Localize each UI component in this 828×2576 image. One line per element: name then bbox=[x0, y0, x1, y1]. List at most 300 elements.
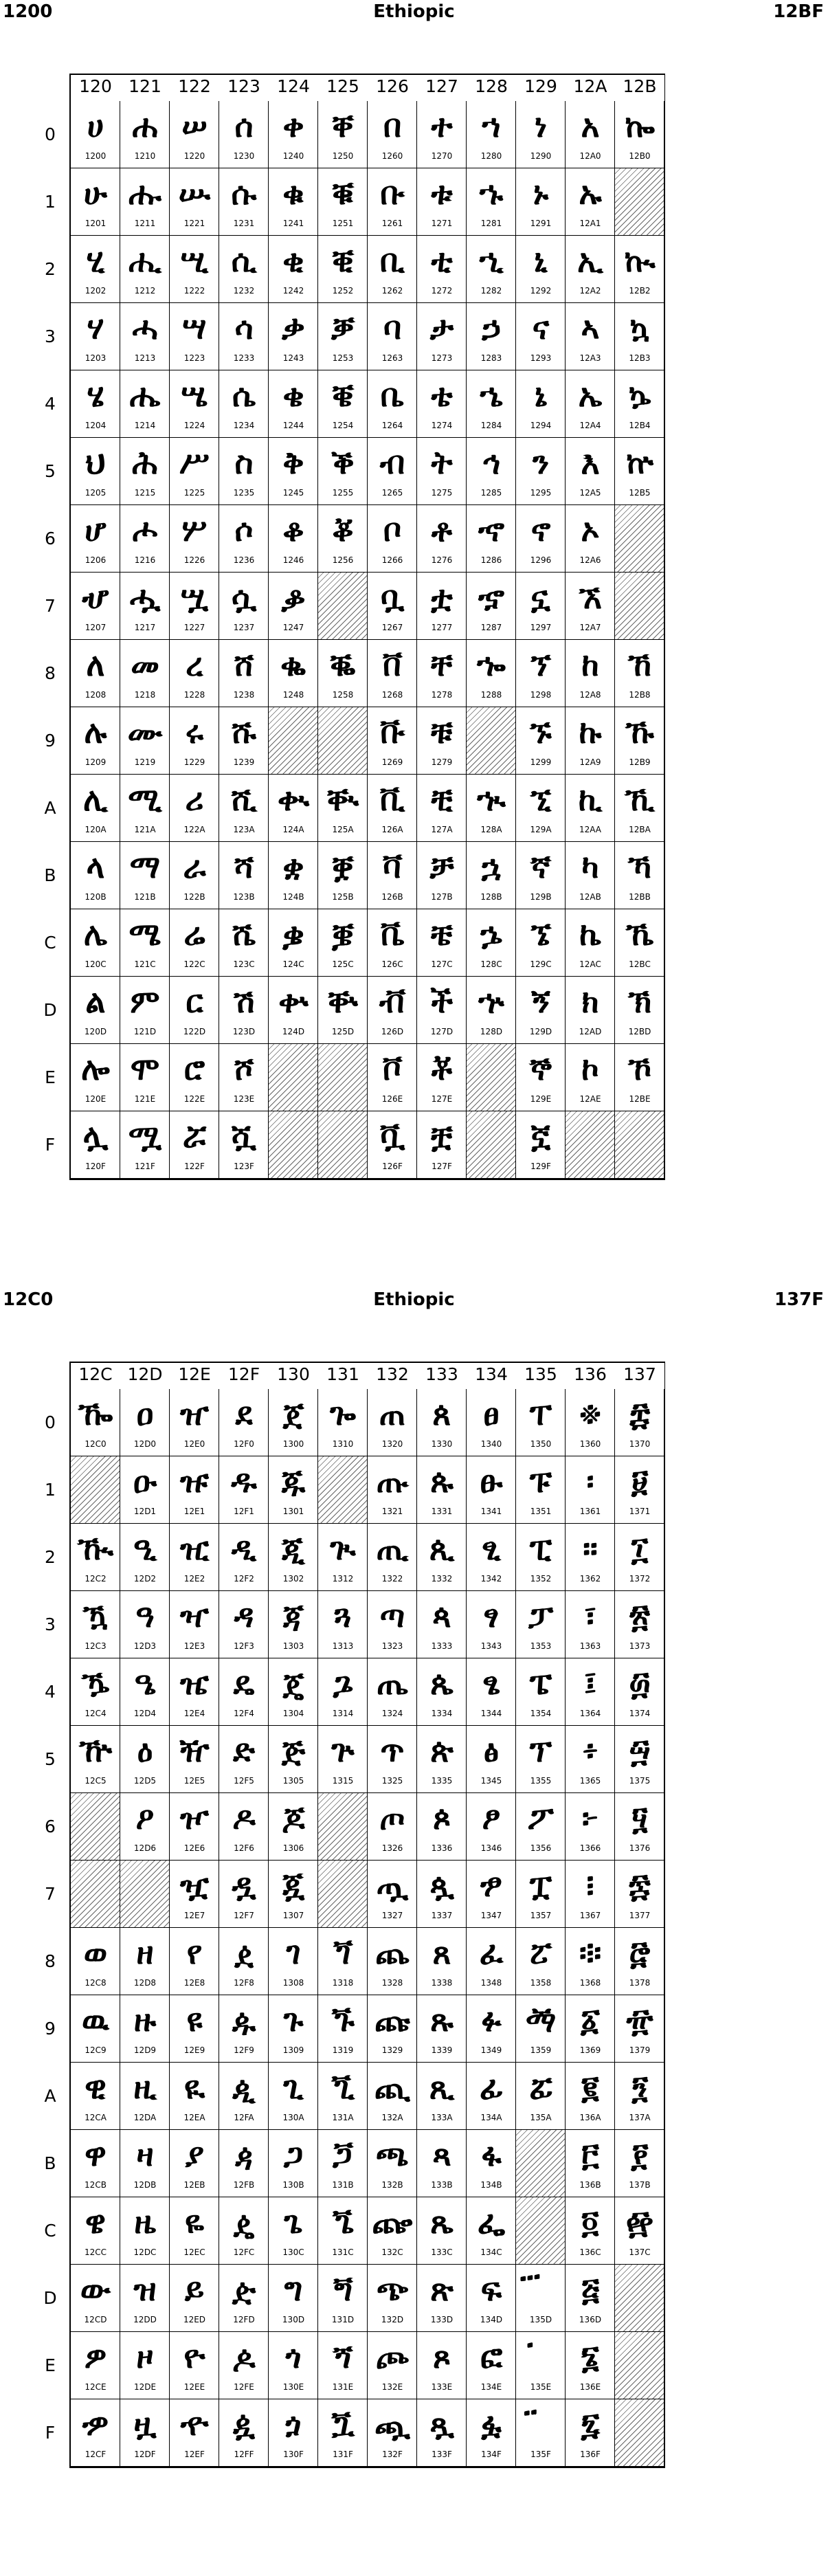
glyph: ጅ bbox=[281, 1732, 306, 1769]
glyph: ሱ bbox=[231, 175, 257, 212]
glyph: ና bbox=[532, 309, 550, 346]
row-header: 2 bbox=[45, 1547, 56, 1567]
glyph-cell-1337 bbox=[417, 1861, 467, 1928]
glyph: ሟ bbox=[128, 1118, 162, 1155]
row-header: B bbox=[44, 2153, 56, 2173]
glyph: ፠ bbox=[579, 1395, 601, 1432]
glyph-cell-1338 bbox=[417, 1928, 467, 1995]
glyph-cell-1239 bbox=[219, 707, 269, 775]
glyph: ቩ bbox=[379, 713, 405, 751]
glyph-cell-1349 bbox=[467, 1995, 516, 2063]
codepoint-label: 12D6 bbox=[133, 1843, 157, 1853]
row-header: 6 bbox=[45, 529, 56, 548]
codepoint-label: 1220 bbox=[183, 151, 205, 161]
codepoint-label: 1265 bbox=[381, 488, 403, 498]
codepoint-label: 121F bbox=[135, 1162, 155, 1171]
glyph: ጕ bbox=[331, 1732, 355, 1769]
glyph-cell-1209 bbox=[71, 707, 120, 775]
glyph-cell-12F6 bbox=[219, 1793, 269, 1861]
glyph: ዓ bbox=[135, 1597, 155, 1634]
codepoint-label: 12E6 bbox=[183, 1843, 205, 1853]
code-chart-block-12C0 bbox=[0, 1288, 828, 2576]
codepoint-label: 1330 bbox=[431, 1439, 453, 1449]
glyph: ዄ bbox=[81, 1665, 110, 1702]
codepoint-label: 136D bbox=[579, 2315, 602, 2324]
codepoint-label: 1299 bbox=[530, 757, 552, 767]
glyph-cell-1213 bbox=[120, 303, 170, 370]
glyph: ዑ bbox=[133, 1463, 157, 1500]
glyph-cell-123D bbox=[219, 977, 269, 1044]
glyph-cell-134D bbox=[467, 2265, 516, 2332]
glyph: መ bbox=[131, 646, 159, 683]
glyph: ጇ bbox=[282, 1867, 305, 1904]
glyph: ዳ bbox=[234, 1597, 254, 1634]
codepoint-label: 12E1 bbox=[183, 1507, 205, 1516]
glyph: ሠ bbox=[181, 107, 208, 144]
glyph: ቬ bbox=[380, 915, 405, 953]
glyph-cell-1260 bbox=[368, 101, 417, 168]
codepoint-label: 1366 bbox=[579, 1843, 601, 1853]
unassigned-cell bbox=[467, 1111, 516, 1179]
glyph-cell-1366 bbox=[566, 1793, 615, 1861]
codepoint-label: 12CD bbox=[84, 2315, 107, 2324]
unassigned-cell bbox=[516, 2130, 566, 2197]
glyph-cell-122D bbox=[170, 977, 219, 1044]
glyph-cell-1224 bbox=[170, 370, 219, 438]
glyph-cell-1326 bbox=[368, 1793, 417, 1861]
glyph-cell-127C bbox=[417, 909, 467, 977]
glyph: ጟ bbox=[331, 2406, 355, 2443]
glyph: ሹ bbox=[232, 713, 256, 751]
codepoint-label: 1269 bbox=[381, 757, 403, 767]
codepoint-label: 1378 bbox=[629, 1978, 651, 1988]
glyph-cell-1306 bbox=[269, 1793, 318, 1861]
glyph: ዜ bbox=[134, 2203, 156, 2241]
glyph-cell-1252 bbox=[318, 236, 368, 303]
codepoint-label: 1264 bbox=[381, 421, 403, 430]
glyph-cell-120C bbox=[71, 909, 120, 977]
codepoint-label: 1231 bbox=[233, 219, 255, 228]
glyph: ቚ bbox=[326, 781, 359, 818]
glyph-cell-133B bbox=[417, 2130, 467, 2197]
codepoint-label: 12FA bbox=[234, 2113, 254, 2122]
codepoint-label: 129A bbox=[530, 825, 552, 834]
glyph: ኾ bbox=[628, 1050, 651, 1087]
glyph-cell-12C9 bbox=[71, 1995, 120, 2063]
codepoint-label: 128A bbox=[480, 825, 502, 834]
column-header: 122 bbox=[178, 76, 211, 96]
glyph-cell-131C bbox=[318, 2197, 368, 2265]
glyph-cell-1264 bbox=[368, 370, 417, 438]
codepoint-label: 1232 bbox=[233, 286, 255, 296]
codepoint-label: 12F4 bbox=[234, 1709, 254, 1718]
codepoint-label: 131E bbox=[332, 2382, 354, 2392]
glyph-cell-126B bbox=[368, 842, 417, 909]
glyph-cell-126D bbox=[368, 977, 417, 1044]
glyph: ጢ bbox=[376, 1530, 409, 1567]
glyph: ሎ bbox=[81, 1050, 110, 1087]
codepoint-label: 133A bbox=[431, 2113, 453, 2122]
codepoint-label: 1368 bbox=[579, 1978, 601, 1988]
codepoint-label: 1291 bbox=[530, 219, 552, 228]
codepoint-label: 121B bbox=[134, 892, 156, 902]
unassigned-cell bbox=[615, 573, 664, 640]
codepoint-label: 1227 bbox=[183, 623, 205, 632]
glyph: ጰ bbox=[432, 1395, 451, 1432]
glyph: ኁ bbox=[479, 175, 504, 212]
glyph: ዡ bbox=[180, 1463, 209, 1500]
codepoint-label: 1224 bbox=[183, 421, 205, 430]
codepoint-label: 134A bbox=[480, 2113, 502, 2122]
glyph: ዸ bbox=[234, 1934, 254, 1971]
glyph: ዼ bbox=[233, 2203, 255, 2241]
codepoint-label: 1328 bbox=[381, 1978, 403, 1988]
glyph-cell-1331 bbox=[417, 1456, 467, 1524]
codepoint-label: 1360 bbox=[579, 1439, 601, 1449]
codepoint-label: 12F0 bbox=[234, 1439, 254, 1449]
glyph: ዀ bbox=[78, 1395, 113, 1432]
codepoint-label: 1307 bbox=[282, 1911, 304, 1920]
codepoint-label: 1201 bbox=[85, 219, 107, 228]
glyph-cell-1353 bbox=[516, 1591, 566, 1658]
glyph-cell-1284 bbox=[467, 370, 516, 438]
codepoint-label: 12D5 bbox=[133, 1776, 157, 1786]
glyph-cell-1375 bbox=[615, 1726, 664, 1793]
row-header: D bbox=[43, 2288, 57, 2308]
glyph-cell-12C2 bbox=[71, 1524, 120, 1591]
codepoint-label: 1347 bbox=[480, 1911, 502, 1920]
codepoint-label: 1308 bbox=[282, 1978, 304, 1988]
glyph: ፒ bbox=[529, 1530, 552, 1567]
unassigned-cell bbox=[318, 1456, 368, 1524]
glyph-cell-122A bbox=[170, 775, 219, 842]
glyph-cell-12CE bbox=[71, 2332, 120, 2399]
unassigned-cell bbox=[566, 1111, 615, 1179]
glyph-cell-121C bbox=[120, 909, 170, 977]
unassigned-cell bbox=[269, 707, 318, 775]
glyph: ሕ bbox=[132, 444, 158, 481]
codepoint-label: 130D bbox=[282, 2315, 305, 2324]
glyph-cell-12AA bbox=[566, 775, 615, 842]
glyph-cell-12E8 bbox=[170, 1928, 219, 1995]
codepoint-label: 1358 bbox=[530, 1978, 552, 1988]
glyph-cell-1330 bbox=[417, 1389, 467, 1456]
glyph: ዪ bbox=[183, 2069, 205, 2106]
glyph: ፳ bbox=[629, 1597, 650, 1634]
row-header: 3 bbox=[45, 1614, 56, 1634]
glyph-cell-132F bbox=[368, 2399, 417, 2467]
codepoint-label: 1367 bbox=[579, 1911, 601, 1920]
codepoint-label: 12D0 bbox=[133, 1439, 157, 1449]
glyph: ይ bbox=[184, 2271, 205, 2308]
codepoint-label: 1321 bbox=[381, 1507, 403, 1516]
glyph-cell-12D8 bbox=[120, 1928, 170, 1995]
glyph-cell-1372 bbox=[615, 1524, 664, 1591]
codepoint-label: 136C bbox=[579, 2247, 601, 2257]
glyph-cell-1285 bbox=[467, 438, 516, 505]
codepoint-label: 12BB bbox=[629, 892, 651, 902]
glyph-cell-124A bbox=[269, 775, 318, 842]
glyph-cell-120A bbox=[71, 775, 120, 842]
glyph-cell-129E bbox=[516, 1044, 566, 1111]
codepoint-label: 128D bbox=[480, 1027, 503, 1036]
glyph: ጛ bbox=[332, 2136, 354, 2173]
glyph: ሜ bbox=[128, 915, 161, 953]
glyph: ዝ bbox=[133, 2271, 157, 2308]
glyph-cell-130E bbox=[269, 2332, 318, 2399]
glyph-cell-1307 bbox=[269, 1861, 318, 1928]
codepoint-label: 1300 bbox=[282, 1439, 304, 1449]
glyph: ሯ bbox=[182, 1118, 207, 1155]
codepoint-label: 1217 bbox=[134, 623, 156, 632]
glyph-cell-12F4 bbox=[219, 1658, 269, 1726]
unassigned-cell bbox=[615, 2265, 664, 2332]
codepoint-label: 12F2 bbox=[234, 1574, 254, 1584]
glyph: ፧ bbox=[586, 1867, 594, 1904]
codepoint-label: 1240 bbox=[282, 151, 304, 161]
unassigned-cell bbox=[516, 2197, 566, 2265]
column-header: 136 bbox=[574, 1364, 607, 1384]
codepoint-label: 12AA bbox=[579, 825, 602, 834]
column-header: 12A bbox=[573, 76, 607, 96]
row-header: 3 bbox=[45, 326, 56, 346]
codepoint-label: 1344 bbox=[480, 1709, 502, 1718]
glyph: ቒ bbox=[332, 242, 354, 279]
glyph: ጮ bbox=[375, 2338, 410, 2375]
glyph: ጿ bbox=[429, 2406, 454, 2443]
codepoint-label: 1312 bbox=[332, 1574, 354, 1584]
glyph-cell-1274 bbox=[417, 370, 467, 438]
glyph-cell-131F bbox=[318, 2399, 368, 2467]
codepoint-label: 134C bbox=[480, 2247, 502, 2257]
codepoint-label: 1277 bbox=[431, 623, 453, 632]
codepoint-label: 124A bbox=[282, 825, 304, 834]
glyph-cell-132C bbox=[368, 2197, 417, 2265]
glyph-cell-1343 bbox=[467, 1591, 516, 1658]
glyph: ሄ bbox=[87, 377, 104, 414]
glyph-cell-126A bbox=[368, 775, 417, 842]
codepoint-label: 1294 bbox=[530, 421, 552, 430]
codepoint-label: 1209 bbox=[85, 757, 107, 767]
codepoint-label: 12A1 bbox=[579, 219, 601, 228]
codepoint-label: 126E bbox=[381, 1094, 403, 1104]
glyph-cell-121F bbox=[120, 1111, 170, 1179]
row-header: E bbox=[45, 2355, 56, 2375]
codepoint-label: 127A bbox=[431, 825, 453, 834]
codepoint-label: 1214 bbox=[134, 421, 156, 430]
row-header: D bbox=[43, 1000, 57, 1020]
glyph-cell-12A5 bbox=[566, 438, 615, 505]
glyph-cell-12BE bbox=[615, 1044, 664, 1111]
glyph-cell-135D bbox=[516, 2265, 566, 2332]
glyph: ፐ bbox=[529, 1395, 552, 1432]
glyph: ሃ bbox=[87, 309, 104, 346]
glyph-cell-1202 bbox=[71, 236, 120, 303]
glyph-cell-12DF bbox=[120, 2399, 170, 2467]
glyph: ኀ bbox=[482, 107, 501, 144]
glyph-cell-12CF bbox=[71, 2399, 120, 2467]
glyph: ኋ bbox=[481, 848, 502, 885]
glyph-cell-1267 bbox=[368, 573, 417, 640]
glyph: ሧ bbox=[180, 579, 209, 616]
glyph: ኲ bbox=[624, 242, 656, 279]
codepoint-label: 12CA bbox=[85, 2113, 107, 2122]
codepoint-label: 12CC bbox=[84, 2247, 107, 2257]
glyph: ቆ bbox=[282, 511, 304, 548]
codepoint-label: 124C bbox=[282, 959, 304, 969]
glyph: ጒ bbox=[330, 1530, 356, 1567]
glyph: ዏ bbox=[82, 2406, 109, 2443]
glyph-cell-1263 bbox=[368, 303, 417, 370]
glyph-cell-1373 bbox=[615, 1591, 664, 1658]
glyph: ዉ bbox=[82, 2001, 109, 2039]
glyph: ፰ bbox=[629, 1395, 651, 1432]
glyph-cell-1278 bbox=[417, 640, 467, 707]
row-header: 5 bbox=[45, 1749, 56, 1769]
glyph-cell-1298 bbox=[516, 640, 566, 707]
glyph-cell-12C5 bbox=[71, 1726, 120, 1793]
glyph: ጃ bbox=[282, 1597, 304, 1634]
glyph: ፋ bbox=[481, 2136, 502, 2173]
codepoint-label: 12B4 bbox=[629, 421, 651, 430]
codepoint-label: 1351 bbox=[530, 1507, 552, 1516]
glyph-cell-135F bbox=[516, 2399, 566, 2467]
codepoint-label: 122E bbox=[183, 1094, 205, 1104]
glyph: ጬ bbox=[372, 2203, 413, 2241]
glyph-cell-12E5 bbox=[170, 1726, 219, 1793]
codepoint-label: 1319 bbox=[332, 2045, 354, 2055]
glyph: ቄ bbox=[282, 377, 304, 414]
glyph: ኪ bbox=[578, 781, 603, 818]
glyph-cell-1220 bbox=[170, 101, 219, 168]
glyph-cell-12D4 bbox=[120, 1658, 170, 1726]
codepoint-label: 12AB bbox=[579, 892, 601, 902]
codepoint-label: 131D bbox=[331, 2315, 355, 2324]
glyph-cell-120F bbox=[71, 1111, 120, 1179]
codepoint-label: 12EA bbox=[183, 2113, 205, 2122]
glyph: ዠ bbox=[180, 1395, 209, 1432]
glyph: ዾ bbox=[232, 2338, 256, 2375]
range-start-label: 1200 bbox=[3, 1, 53, 22]
glyph-cell-1228 bbox=[170, 640, 219, 707]
codepoint-label: 134E bbox=[480, 2382, 502, 2392]
codepoint-label: 12DE bbox=[133, 2382, 157, 2392]
glyph: ዖ bbox=[135, 1799, 155, 1836]
codepoint-label: 1251 bbox=[332, 219, 354, 228]
glyph: ዎ bbox=[84, 2338, 107, 2375]
codepoint-label: 12F1 bbox=[234, 1507, 254, 1516]
glyph: ፏ bbox=[481, 2406, 502, 2443]
glyph: ጵ bbox=[430, 1732, 454, 1769]
glyph-cell-131E bbox=[318, 2332, 368, 2399]
codepoint-label: 1210 bbox=[134, 151, 156, 161]
glyph-cell-12EC bbox=[170, 2197, 219, 2265]
block-header bbox=[0, 1288, 828, 1315]
codepoint-label: 135D bbox=[529, 2315, 552, 2324]
codepoint-label: 1362 bbox=[579, 1574, 601, 1584]
glyph-cell-134F bbox=[467, 2399, 516, 2467]
glyph: ሉ bbox=[84, 713, 107, 751]
glyph-cell-127E bbox=[417, 1044, 467, 1111]
glyph: ኝ bbox=[531, 983, 550, 1020]
glyph: ሌ bbox=[83, 915, 108, 953]
codepoint-label: 134D bbox=[480, 2315, 503, 2324]
glyph-cell-1347 bbox=[467, 1861, 516, 1928]
glyph: ዤ bbox=[180, 1665, 209, 1702]
codepoint-label: 1318 bbox=[332, 1978, 354, 1988]
codepoint-label: 1273 bbox=[431, 353, 453, 363]
glyph-cell-12F1 bbox=[219, 1456, 269, 1524]
unassigned-cell bbox=[318, 1044, 368, 1111]
glyph: ቐ bbox=[332, 107, 354, 144]
glyph-cell-1230 bbox=[219, 101, 269, 168]
glyph-cell-133F bbox=[417, 2399, 467, 2467]
glyph: ጉ bbox=[283, 2001, 304, 2039]
glyph: ፕ bbox=[529, 1732, 552, 1769]
glyph-cell-1365 bbox=[566, 1726, 615, 1793]
codepoint-label: 1372 bbox=[629, 1574, 651, 1584]
glyph-cell-1293 bbox=[516, 303, 566, 370]
codepoint-label: 1325 bbox=[381, 1776, 403, 1786]
codepoint-label: 12AD bbox=[579, 1027, 602, 1036]
glyph-cell-12DD bbox=[120, 2265, 170, 2332]
glyph-cell-122B bbox=[170, 842, 219, 909]
glyph: ሇ bbox=[82, 579, 109, 616]
codepoint-label: 12C5 bbox=[85, 1776, 107, 1786]
codepoint-label: 1356 bbox=[530, 1843, 552, 1853]
glyph: ጚ bbox=[331, 2069, 355, 2106]
codepoint-label: 12AE bbox=[579, 1094, 601, 1104]
glyph-cell-1325 bbox=[368, 1726, 417, 1793]
glyph-cell-1270 bbox=[417, 101, 467, 168]
codepoint-label: 121A bbox=[134, 825, 156, 834]
glyph-cell-1240 bbox=[269, 101, 318, 168]
codepoint-label: 1215 bbox=[134, 488, 156, 498]
glyph-cell-1358 bbox=[516, 1928, 566, 1995]
glyph: ኗ bbox=[531, 579, 550, 616]
glyph: ሻ bbox=[234, 848, 254, 885]
codepoint-label: 1293 bbox=[530, 353, 552, 363]
glyph: ፌ bbox=[477, 2203, 506, 2241]
glyph-cell-1377 bbox=[615, 1861, 664, 1928]
codepoint-label: 1314 bbox=[332, 1709, 354, 1718]
glyph-cell-12B2 bbox=[615, 236, 664, 303]
unassigned-cell bbox=[71, 1793, 120, 1861]
codepoint-label: 1235 bbox=[233, 488, 255, 498]
glyph: ር bbox=[186, 983, 203, 1020]
glyph-cell-12CA bbox=[71, 2063, 120, 2130]
glyph-cell-133E bbox=[417, 2332, 467, 2399]
glyph: ስ bbox=[234, 444, 254, 481]
glyph: ኞ bbox=[529, 1050, 552, 1087]
codepoint-label: 1370 bbox=[629, 1439, 651, 1449]
codepoint-label: 126D bbox=[381, 1027, 404, 1036]
glyph-cell-12A7 bbox=[566, 573, 615, 640]
codepoint-label: 1238 bbox=[233, 690, 255, 700]
glyph: ፹ bbox=[626, 2001, 653, 2039]
glyph: ዹ bbox=[232, 2001, 256, 2039]
glyph-cell-12E7 bbox=[170, 1861, 219, 1928]
glyph-cell-12BD bbox=[615, 977, 664, 1044]
glyph: ታ bbox=[429, 309, 454, 346]
glyph-cell-1255 bbox=[318, 438, 368, 505]
codepoint-label: 12E7 bbox=[183, 1911, 205, 1920]
glyph: ቤ bbox=[380, 377, 405, 414]
codepoint-label: 12F5 bbox=[234, 1776, 254, 1786]
glyph: ጩ bbox=[374, 2001, 410, 2039]
row-header: 6 bbox=[45, 1817, 56, 1836]
glyph-cell-1273 bbox=[417, 303, 467, 370]
